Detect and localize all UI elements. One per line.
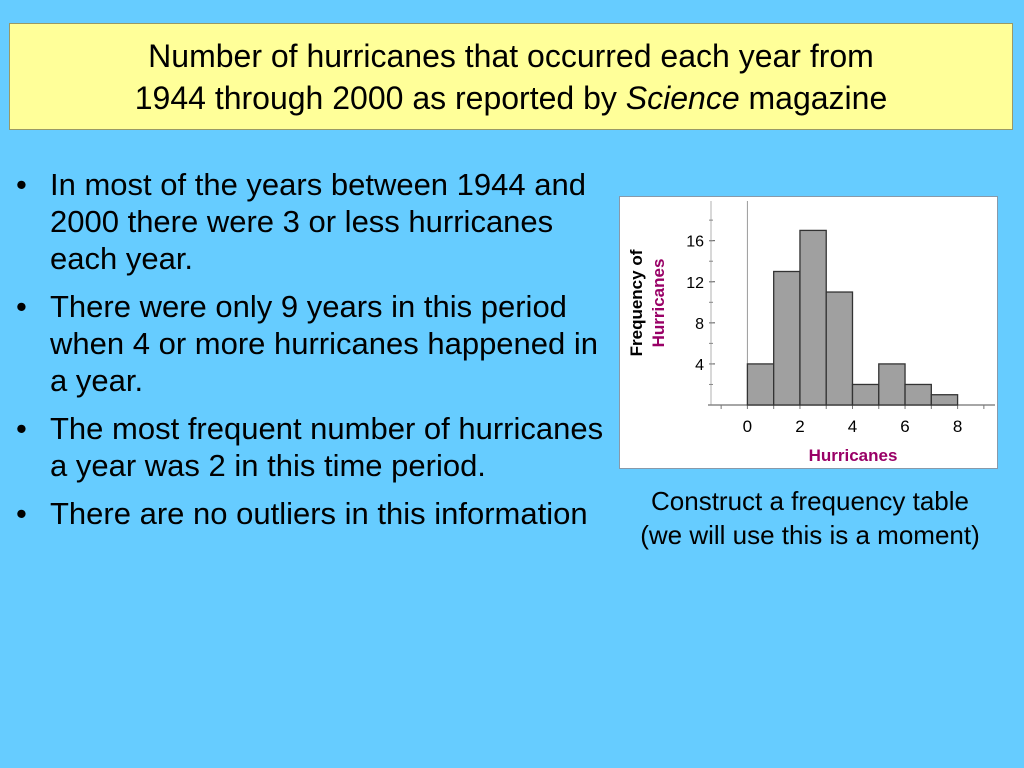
bullet-text: There are no outliers in this information bbox=[50, 496, 588, 531]
chart-caption: Construct a frequency table (we will use this is a moment) bbox=[640, 486, 980, 550]
histogram-svg bbox=[620, 197, 997, 468]
bullet-dot: • bbox=[16, 496, 27, 531]
histogram-bar bbox=[800, 230, 826, 405]
title-italic-word: Science bbox=[625, 79, 740, 116]
y-tick-label: 4 bbox=[695, 356, 704, 374]
x-tick-label: 2 bbox=[795, 417, 805, 436]
bullet-dot: • bbox=[16, 289, 27, 324]
bullet-item bbox=[12, 288, 612, 399]
bullet-item bbox=[12, 166, 612, 277]
x-tick-label: 6 bbox=[900, 417, 910, 436]
bullet-text: There were only 9 years in this period when 4 or more hurricanes happened in a year. bbox=[50, 289, 599, 398]
x-tick-label: 0 bbox=[742, 417, 753, 436]
histogram-bar bbox=[931, 395, 957, 405]
title-line-2-prefix: 1944 through 2000 as reported by bbox=[134, 79, 626, 116]
y-tick-label: 8 bbox=[695, 315, 704, 333]
histogram-bar bbox=[905, 384, 931, 405]
slide-title bbox=[9, 23, 1013, 130]
bullet-text: The most frequent number of hurricanes a year was 2 in this time period. bbox=[50, 411, 604, 483]
histogram-bar bbox=[747, 364, 773, 405]
histogram-bar bbox=[826, 292, 852, 405]
bullet-item bbox=[12, 495, 612, 532]
histogram-bar bbox=[853, 384, 879, 405]
histogram-bar bbox=[879, 364, 905, 405]
histogram-bar bbox=[774, 271, 800, 405]
y-tick-label: 12 bbox=[686, 274, 704, 292]
y-axis-label-line-1: Frequency of bbox=[627, 249, 646, 357]
histogram-chart bbox=[619, 196, 998, 469]
x-axis-label: Hurricanes bbox=[808, 446, 898, 465]
bullet-list bbox=[12, 166, 612, 543]
title-line-1: Number of hurricanes that occurred each year from bbox=[148, 37, 874, 74]
bullet-text: In most of the years between 1944 and 2000 there were 3 or less hurricanes each year. bbox=[50, 167, 586, 276]
y-axis-label-line-2: Hurricanes bbox=[649, 258, 668, 348]
x-tick-label: 4 bbox=[847, 417, 858, 436]
y-tick-label: 16 bbox=[686, 233, 704, 251]
bullet-dot: • bbox=[16, 167, 27, 202]
bullet-item bbox=[12, 410, 612, 484]
title-line-2 bbox=[135, 77, 888, 119]
x-tick-label: 8 bbox=[952, 417, 963, 436]
title-line-2-suffix: magazine bbox=[739, 79, 888, 116]
bullet-dot: • bbox=[16, 411, 27, 446]
